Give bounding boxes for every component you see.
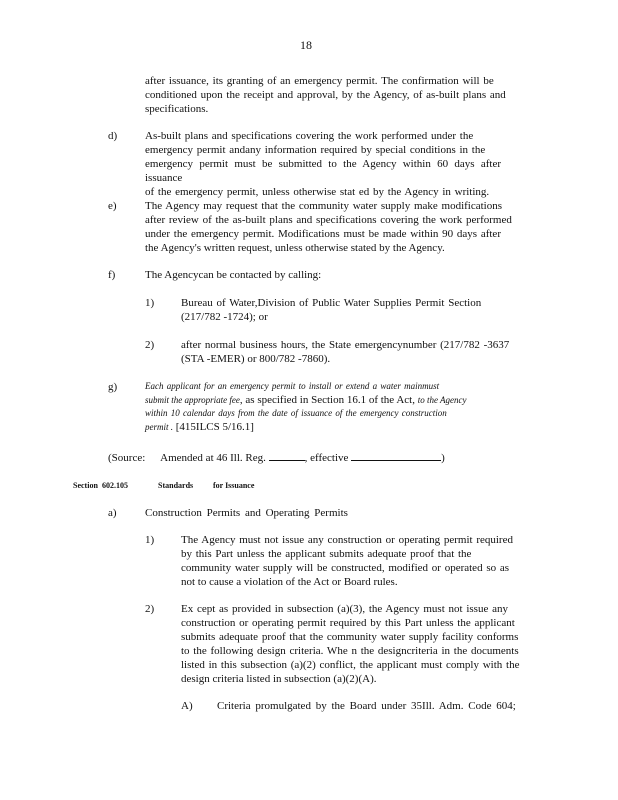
text-line (145, 420, 520, 434)
item-f2-label: 2) (145, 339, 155, 351)
section-heading (73, 479, 373, 493)
text-line: within 10 calendar days from the date of issuance of the emergency construction (145, 408, 447, 418)
source-effective: , effective (304, 452, 349, 464)
text-line: by this Part unless the applicant submits adequate proof that the (181, 548, 472, 560)
text-line: design criteria listed in subsection (a)(2)(A). (181, 673, 377, 685)
text-line: Bureau of Water,Division of Public Water Supplies Permit Section (181, 297, 482, 309)
item-f1-label: 1) (145, 297, 155, 309)
text-line: (217/782 -1724); or (181, 311, 268, 323)
text-line: The Agency may request that the community water supply make modifications (145, 200, 503, 212)
text-line: Each applicant for an emergency permit to install or extend a water mainmust (145, 381, 440, 391)
item-a2A-label: A) (181, 700, 193, 712)
section-title-a: Standards (158, 481, 194, 490)
item-a-label: a) (108, 507, 117, 519)
text-line: The Agency must not issue any construction or operating permit required (181, 534, 513, 546)
item-e-label: e) (108, 200, 117, 212)
text-line: conditioned upon the receipt and approval, by the Agency, of as-built plans and (145, 89, 506, 101)
source-note (108, 449, 528, 465)
text-line: the Agency's written request, unless otherwise stated by the Agency. (145, 242, 445, 254)
text-line: after normal business hours, the State emergencynumber (217/782 -3637 (181, 339, 510, 351)
text-line: specifications. (145, 103, 209, 115)
text-line: not to cause a violation of the Act or Board rules. (181, 576, 398, 588)
item-d-label: d) (108, 130, 118, 142)
item-g-paragraph (145, 380, 520, 434)
item-g-label: g) (108, 381, 118, 393)
text-line: Ex cept as provided in subsection (a)(3), the Agency must not issue any (181, 603, 508, 615)
source-label: (Source: (108, 452, 146, 464)
item-d-paragraph (145, 129, 501, 199)
text-line: after issuance, its granting of an emergency permit. The confirmation will be (145, 75, 494, 87)
item-f-label: f) (108, 269, 116, 281)
item-e-paragraph (145, 199, 521, 255)
text-line: emergency permit andany information required by special conditions in the (145, 144, 486, 156)
text-line: community water supply will be constructed, modified or operated so as (181, 562, 510, 574)
text-line: listed in this subsection (a)(2) conflict, the applicant must comply with the (181, 659, 520, 671)
text-line: (STA -EMER) or 800/782 -7860). (181, 353, 331, 365)
item-f-text: The Agencycan be contacted by calling: (145, 269, 322, 281)
text-line: submits adequate proof that the community water supply facility conforms (181, 631, 519, 643)
item-a1-label: 1) (145, 534, 155, 546)
text-line (145, 393, 520, 407)
text-line: construction or operating permit required by this Part unless the applicant (181, 617, 515, 629)
section-title-b: for Issuance (213, 481, 255, 490)
italic-span: submit the appropriate fee (145, 395, 240, 405)
italic-span: to the Agency (417, 395, 467, 405)
item-a2A-text: Criteria promulgated by the Board under 35Ill. Adm. Code 604; (217, 700, 516, 712)
blank-line (351, 449, 441, 461)
text-line: emergency permit must be submitted to the Agency within 60 days after issuance (145, 158, 501, 184)
item-a-heading: Construction Permits and Operating Permits (145, 507, 348, 519)
blank-line (269, 449, 305, 461)
continuation-paragraph (145, 74, 527, 116)
text-line: of the emergency permit, unless otherwise stat ed by the Agency in writing. (145, 186, 490, 198)
item-a1-paragraph (181, 533, 526, 589)
item-a2-label: 2) (145, 603, 155, 615)
source-amended: Amended at 46 Ill. Reg. (160, 452, 266, 464)
item-f2-paragraph (181, 338, 526, 366)
roman-span: , as specified in Section 16.1 of the Act, (239, 394, 415, 406)
text-line: under the emergency permit. Modifications must be made within 90 days after (145, 228, 501, 240)
text-line: after review of the as-built plans and specifications covering the work performed (145, 214, 512, 226)
source-close: ) (441, 452, 445, 464)
italic-span: permit . (145, 422, 173, 432)
citation: [415ILCS 5/16.1] (175, 421, 254, 433)
text-line: to the following design criteria. Whe n the designcriteria in the documents (181, 645, 519, 657)
item-a2-paragraph (181, 602, 539, 686)
section-word: Section (73, 481, 98, 490)
text-line: As-built plans and specifications covering the work performed under the (145, 130, 474, 142)
item-f1-paragraph (181, 296, 501, 324)
section-number: 602.105 (102, 481, 128, 490)
page-number: 18 (300, 38, 312, 52)
